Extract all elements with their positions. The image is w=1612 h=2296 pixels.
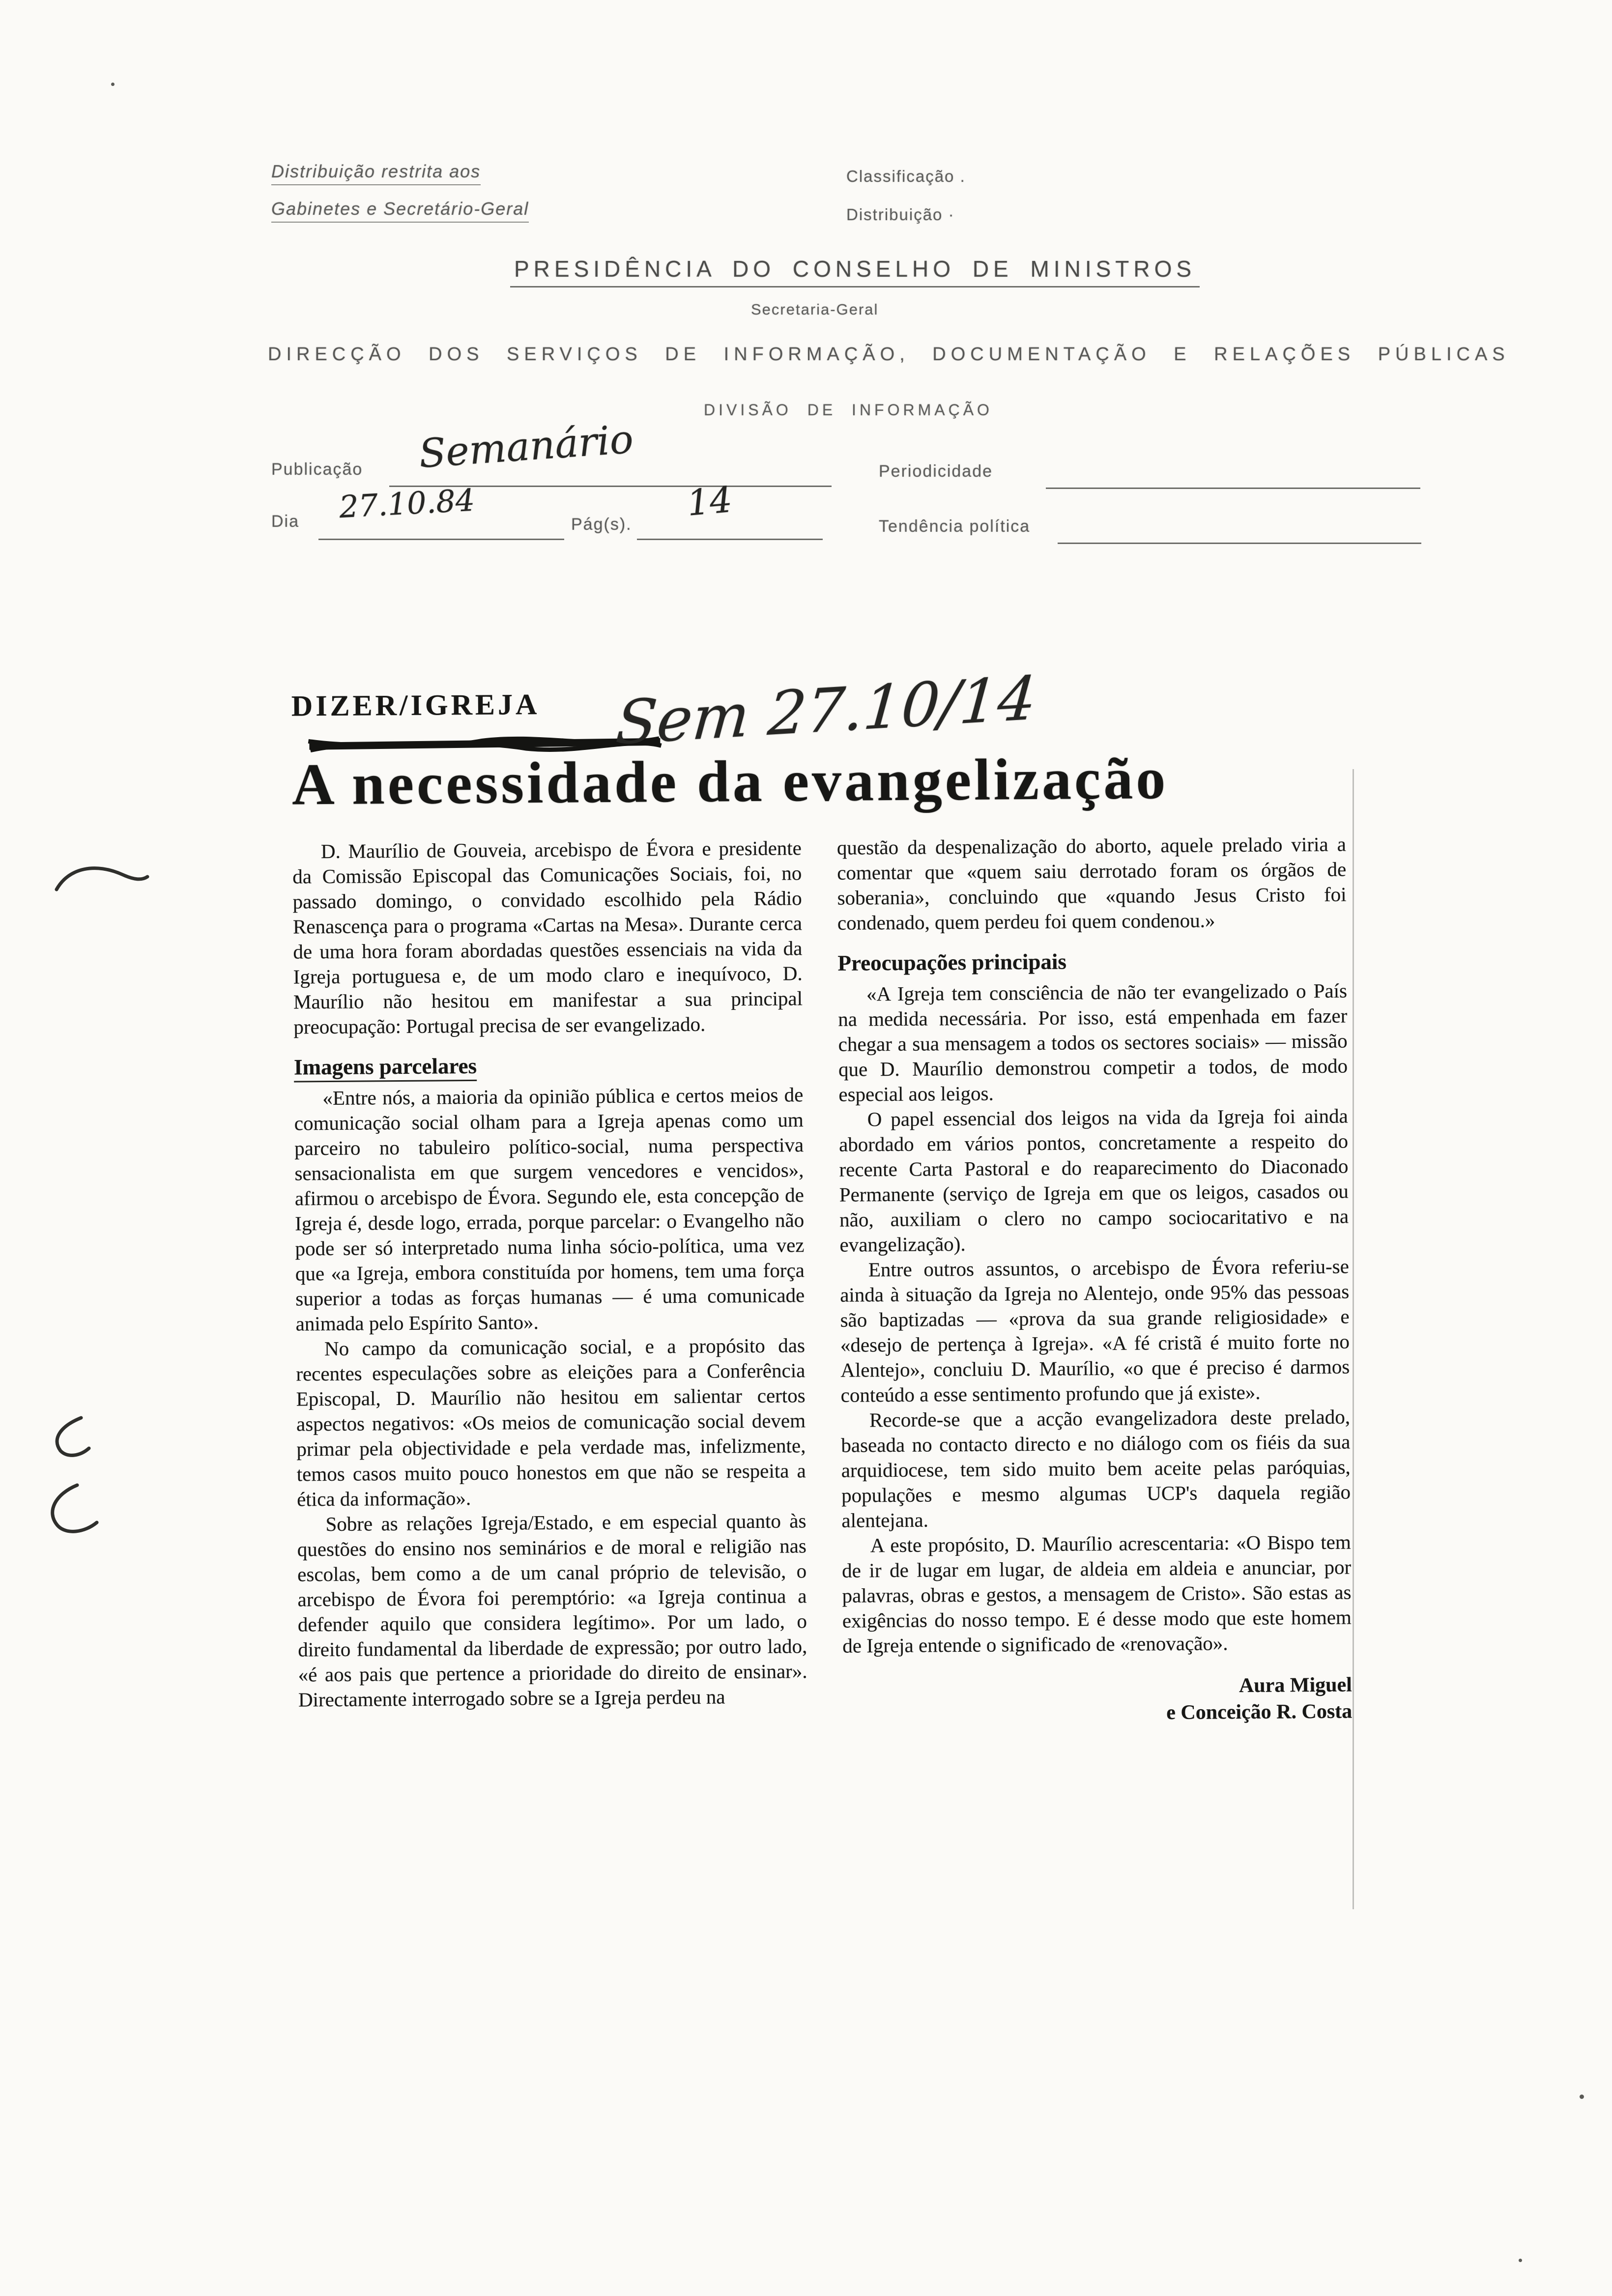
paragraph: Recorde-se que a acção evangelizadora deste prelado, baseada no contacto directo e no diálogo com os fiéis da sua arquidiocese, tem sido muito bem aceite pelas paróquias, populações e mesmo algumas UCP's daquela região alentejana. — [841, 1405, 1351, 1532]
paragraph: A este propósito, D. Maurílio acrescentaria: «O Bispo tem de ir de lugar em lugar, de aldeia em aldeia e anunciar, por palavras, obras e gestos, a mensagem de Cristo». São estas as exigências do nosso tempo. E é desse modo que este homem de Igreja entende o significado de «renovação». — [842, 1530, 1352, 1657]
section-label: DIZER/IGREJA — [291, 688, 540, 722]
org-title: PRESIDÊNCIA DO CONSELHO DE MINISTROS — [510, 256, 1200, 287]
scan-speck — [111, 83, 115, 86]
subhead-text: Imagens parcelares — [294, 1054, 477, 1083]
periodicidade-label: Periodicidade — [879, 462, 993, 481]
paragraph: Sobre as relações Igreja/Estado, e em especial quanto às questões do ensino nos seminários e de moral e religião nas escolas, bem como a de um canal próprio de televisão, o arcebispo de Évora foi peremptório: «a Igreja continua a defender aquilo que considera legítimo». Por um lado, o direito fundamental da liberdade de expressão; por outro lado, «é aos pais que pertence a prioridade do direito de ensinar». Directamente interrogado sobre se a Igreja perdeu na — [297, 1509, 807, 1711]
dia-handwritten-value: 27.10.84 — [338, 482, 476, 525]
scan-speck — [1519, 2259, 1522, 2262]
paragraph-continuation: questão da despenalização do aborto, aquele prelado viria a comentar que «quem saiu derrotado foram os órgãos de soberania», concluindo que «quando Jesus Cristo foi condenado, quem perdeu foi quem condenou.» — [836, 832, 1347, 934]
pen-mark-icon — [32, 1410, 125, 1543]
publicacao-label: Publicação — [271, 460, 363, 479]
org-subtitle: Secretaria-Geral — [751, 301, 879, 318]
restricted-note-line1: Distribuição restrita aos — [271, 161, 481, 185]
byline-line2: e Conceição R. Costa — [1166, 1700, 1353, 1724]
pags-line — [637, 539, 823, 540]
classification-label: Classificação . — [846, 167, 966, 185]
division-line: DIVISÃO DE INFORMAÇÃO — [704, 401, 993, 419]
pags-handwritten-value: 14 — [685, 479, 734, 524]
column-right — [837, 832, 1353, 1728]
dia-line — [318, 539, 564, 540]
restricted-note-line2: Gabinetes e Secretário-Geral — [271, 199, 529, 223]
distribution-label: Distribuição · — [846, 205, 955, 224]
scribble-underline-icon — [305, 732, 664, 757]
pags-label: Pág(s). — [571, 515, 632, 534]
services-line: DIRECÇÃO DOS SERVIÇOS DE INFORMAÇÃO, DOCUMENTAÇÃO E RELAÇÕES PÚBLICAS — [268, 344, 1510, 365]
column-left — [292, 835, 808, 1732]
paragraph: Entre outros assuntos, o arcebispo de Évora referiu-se ainda à situação da Igreja no Alentejo, onde 95% das pessoas são baptizadas — «prova da sua grande religiosidade» e «desejo de pertença à Igreja». «A fé cristã é muito forte no Alentejo», concluiu D. Maurílio, «o que é preciso é darmos conteúdo a esse sentimento profundo que já existe». — [840, 1255, 1350, 1406]
paragraph: No campo da comunicação social, e a propósito das recentes especulações sobre as eleições para a Conferência Episcopal, D. Maurílio não hesitou em salientar certos aspectos negativos: «Os meios de comunicação social devem primar pela objectividade e pela verdade mas, infelizmente, temos casos muito pouco honestos em que não se respeita a ética da informação». — [296, 1334, 806, 1511]
article-headline: A necessidade da evangelização — [291, 746, 1169, 817]
paragraph: «Entre nós, a maioria da opinião pública e certos meios de comunicação social olham para a Igreja apenas como um parceiro no tabuleiro político-social, numa perspectiva sensacionalista em que surgem vencedores e vencidos», afirmou o arcebispo de Évora. Segundo ele, esta concepção de Igreja é, desde logo, errada, porque parcelar: o Evangelho não pode ser só interpretado numa linha sócio-política, uma vez que «a Igreja, embora constituída por homens, tem uma força superior a todas as forças humanas — é uma comunicade animada pelo Espírito Santo». — [294, 1083, 805, 1335]
subhead-imagens-parcelares — [294, 1051, 803, 1080]
clipping-edge-line — [1353, 769, 1354, 1909]
paragraph: «A Igreja tem consciência de não ter evangelizado o País na medida necessária. Por isso, está empenhada em fazer chegar a sua mensagem a todos os sectores sociais» — missão que D. Maurílio demonstrou competir a todos, de modo especial aos leigos. — [838, 979, 1348, 1106]
paragraph-lead: D. Maurílio de Gouveia, arcebispo de Évora e presidente da Comissão Episcopal das Comunicações Sociais, foi, no passado domingo, o convidado escolhido pela Rádio Renascença para o programa «Cartas na Mesa». Durante cerca de uma hora foram abordadas questões essenciais na vida da Igreja portuguesa e, de um modo claro e inequívoco, D. Maurílio não hesitou em manifestar a sua principal preocupação: Portugal precisa de ser evangelizado. — [292, 836, 803, 1038]
subhead-preocupacoes-principais: Preocupações principais — [837, 949, 1067, 976]
paragraph: O papel essencial dos leigos na vida da Igreja foi ainda abordado em vários pontos, concretamente a respeito do recente Carta Pastoral e do reaparecimento do Diaconado Permanente (serviço de Igreja em que os leigos, casados ou não, auxiliam o clero no campo sociocaritativo e na evangelização). — [838, 1104, 1349, 1256]
newspaper-clipping — [291, 663, 1353, 1732]
periodicidade-line — [1046, 488, 1420, 489]
handwritten-date-note: Sem 27.10/14 — [613, 663, 1039, 758]
article-body — [292, 832, 1353, 1732]
tendencia-label: Tendência política — [879, 517, 1031, 536]
dia-label: Dia — [271, 512, 300, 531]
tendencia-line — [1058, 543, 1421, 544]
pen-mark-icon — [49, 855, 152, 904]
publicacao-handwritten-value: Semanário — [417, 416, 635, 477]
byline-line1: Aura Miguel — [1238, 1673, 1352, 1697]
byline — [843, 1671, 1353, 1728]
scan-speck — [1580, 2095, 1584, 2099]
